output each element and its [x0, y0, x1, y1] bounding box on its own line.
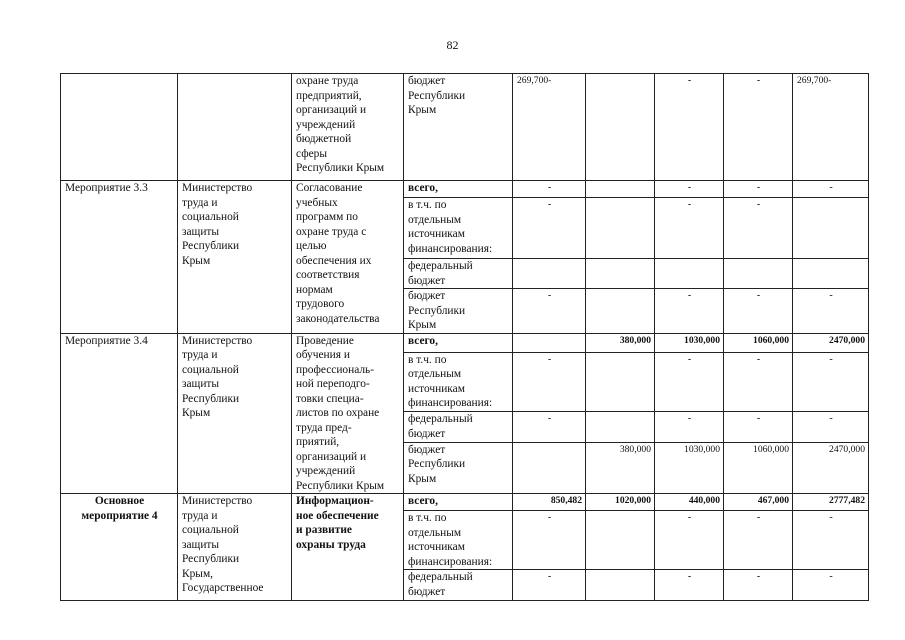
value-cell — [586, 74, 655, 181]
value-cell: 1020,000 — [586, 494, 655, 511]
value-cell: - — [513, 511, 586, 570]
value-cell: 1030,000 — [655, 333, 724, 352]
executor-cell: Министерство труда и социальной защиты Республики Крым — [178, 333, 292, 494]
table-row — [61, 74, 869, 181]
value-cell — [586, 198, 655, 259]
value-cell — [793, 198, 869, 259]
source-cell: всего, — [404, 494, 513, 511]
event-cell: Мероприятие 3.3 — [61, 181, 178, 334]
value-cell — [793, 259, 869, 289]
budget-table — [60, 73, 869, 601]
value-cell: 467,000 — [724, 494, 793, 511]
table-row — [61, 181, 869, 198]
value-cell: - — [655, 570, 724, 601]
value-cell: - — [655, 289, 724, 334]
value-cell: 269,700- — [793, 74, 869, 181]
value-cell — [586, 570, 655, 601]
value-cell: - — [793, 181, 869, 198]
executor-cell: Министерство труда и социальной защиты Республики Крым — [178, 181, 292, 334]
value-cell — [513, 333, 586, 352]
source-cell: в т.ч. по отдельным источникам финансирования: — [404, 511, 513, 570]
source-cell: всего, — [404, 333, 513, 352]
value-cell: 2777,482 — [793, 494, 869, 511]
value-cell: - — [724, 181, 793, 198]
value-cell: - — [513, 181, 586, 198]
source-cell: бюджет Республики Крым — [404, 442, 513, 494]
value-cell — [513, 442, 586, 494]
executor-cell — [178, 74, 292, 181]
value-cell: 850,482 — [513, 494, 586, 511]
value-cell: 1060,000 — [724, 333, 793, 352]
source-cell: бюджет Республики Крым — [404, 289, 513, 334]
value-cell: - — [724, 352, 793, 412]
value-cell: - — [513, 198, 586, 259]
action-cell: Информацион- ное обеспечение и развитие охраны труда — [292, 494, 404, 601]
event-cell: Основное мероприятие 4 — [61, 494, 178, 601]
value-cell: - — [513, 352, 586, 412]
source-cell: федеральный бюджет — [404, 570, 513, 601]
value-cell: 380,000 — [586, 442, 655, 494]
source-cell: бюджет Республики Крым — [404, 74, 513, 181]
event-cell — [61, 74, 178, 181]
value-cell: - — [513, 412, 586, 442]
source-cell: всего, — [404, 181, 513, 198]
value-cell — [586, 259, 655, 289]
value-cell — [586, 181, 655, 198]
value-cell: 380,000 — [586, 333, 655, 352]
value-cell: - — [793, 289, 869, 334]
value-cell: - — [724, 570, 793, 601]
value-cell: 2470,000 — [793, 442, 869, 494]
value-cell: - — [513, 570, 586, 601]
value-cell: - — [724, 412, 793, 442]
value-cell — [724, 259, 793, 289]
action-cell: Согласование учебных программ по охране труда с целью обеспечения их соответствия нормам трудового законодательства — [292, 181, 404, 334]
value-cell: - — [655, 352, 724, 412]
table-row — [61, 333, 869, 352]
value-cell: 2470,000 — [793, 333, 869, 352]
value-cell — [586, 289, 655, 334]
value-cell — [513, 259, 586, 289]
source-cell: федеральный бюджет — [404, 412, 513, 442]
value-cell: - — [724, 74, 793, 181]
source-cell: федеральный бюджет — [404, 259, 513, 289]
event-cell: Мероприятие 3.4 — [61, 333, 178, 494]
value-cell: - — [513, 289, 586, 334]
value-cell: - — [724, 198, 793, 259]
value-cell: - — [655, 181, 724, 198]
value-cell: 440,000 — [655, 494, 724, 511]
value-cell: - — [793, 511, 869, 570]
executor-cell: Министерство труда и социальной защиты Республики Крым, Государственное — [178, 494, 292, 601]
value-cell — [586, 511, 655, 570]
value-cell: - — [655, 412, 724, 442]
value-cell: - — [793, 570, 869, 601]
value-cell: - — [655, 198, 724, 259]
source-cell: в т.ч. по отдельным источникам финансирования: — [404, 198, 513, 259]
action-cell: охране труда предприятий, организаций и учреждений бюджетной сферы Республики Крым — [292, 74, 404, 181]
source-cell: в т.ч. по отдельным источникам финансирования: — [404, 352, 513, 412]
value-cell: 1030,000 — [655, 442, 724, 494]
value-cell: 1060,000 — [724, 442, 793, 494]
value-cell: - — [655, 511, 724, 570]
action-cell: Проведение обучения и профессиональ- ной переподго- товки специа- листов по охране труда пред- приятий, организаций и учреждений Республики Крым — [292, 333, 404, 494]
value-cell — [586, 352, 655, 412]
value-cell: 269,700- — [513, 74, 586, 181]
page-number: 82 — [446, 38, 459, 52]
value-cell: - — [793, 412, 869, 442]
value-cell — [655, 259, 724, 289]
value-cell: - — [793, 352, 869, 412]
value-cell: - — [724, 511, 793, 570]
value-cell — [586, 412, 655, 442]
table-row — [61, 494, 869, 511]
value-cell: - — [724, 289, 793, 334]
value-cell: - — [655, 74, 724, 181]
